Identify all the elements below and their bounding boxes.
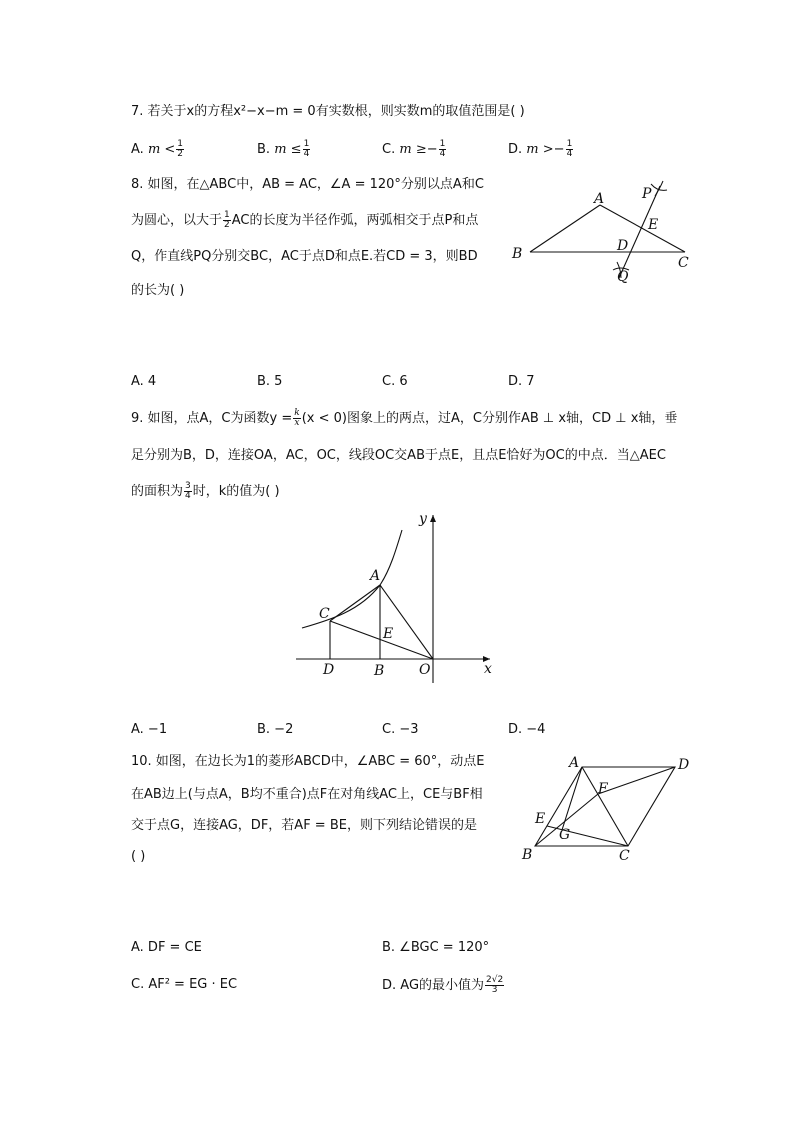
q10-stem-line1: 10. 如图，在边长为1的菱形ABCD中，∠ABC = 60°，动点E xyxy=(131,754,485,769)
q9-label-o: O xyxy=(419,662,431,678)
q7-option-b[interactable]: B. m ≤ $\frac{1}{4}$ xyxy=(257,139,310,159)
q8-option-a[interactable]: A. 4 xyxy=(131,374,157,389)
q9-label-y: y xyxy=(419,511,427,527)
q9-option-b[interactable]: B. −2 xyxy=(257,722,294,737)
q10-segment-ag xyxy=(562,767,582,830)
q9-option-d[interactable]: D. −4 xyxy=(508,722,546,737)
q10-label-b: B xyxy=(522,847,533,863)
q9-stem-line2: 足分别为B，D，连接OA，AC，OC，线段OC交AB于点E，且点E恰好为OC的中点．当△AEC xyxy=(131,448,666,463)
q8-stem-line1: 8. 如图，在△ABC中，AB = AC，∠A = 120°分别以点A和C xyxy=(131,177,484,192)
q10-option-b[interactable]: B. ∠BGC = 120° xyxy=(382,940,490,955)
q8-stem-line4: 的长为( ) xyxy=(131,283,185,298)
q9-label-c: C xyxy=(319,606,330,622)
q8-label-d: D xyxy=(617,238,629,254)
q9-stem-line3: 的面积为 $\frac{3}{4}$ 时，k的值为( ) xyxy=(131,481,280,501)
q9-segment-ac xyxy=(330,585,380,621)
q8-label-c: C xyxy=(678,255,689,271)
q7-option-a[interactable]: A. m < $\frac{1}{2}$ xyxy=(131,139,184,159)
q8-stem-line2: 为圆心，以大于 $\frac{1}{2}$ AC的长度为半径作弧，两弧相交于点P和点 xyxy=(131,210,479,230)
q9-stem-line1: 9. 如图，点A，C为函数y = $\frac{k}{x}$ (x < 0)图象上的两点，过A，C分别作AB ⊥ x轴，CD ⊥ x轴，垂 xyxy=(131,408,678,428)
q9-function-figure xyxy=(290,505,500,685)
q9-label-e: E xyxy=(383,626,394,642)
q10-option-c[interactable]: C. AF² = EG · EC xyxy=(131,977,238,992)
q8-label-e: E xyxy=(648,217,659,233)
q10-stem-line3: 交于点G，连接AG，DF，若AF = BE，则下列结论错误的是 xyxy=(131,818,477,833)
q9-label-x: x xyxy=(484,661,492,677)
q9-label-b: B xyxy=(374,663,385,679)
q10-label-f: F xyxy=(598,781,608,797)
q9-option-c[interactable]: C. −3 xyxy=(382,722,419,737)
q10-stem-line2: 在AB边上(与点A，B均不重合)点F在对角线AC上，CE与BF相 xyxy=(131,787,483,802)
q10-rhombus-figure xyxy=(518,752,698,867)
q9-segment-oc xyxy=(330,621,433,659)
q9-label-a: A xyxy=(370,568,381,584)
q8-segment-ab xyxy=(530,205,600,252)
q10-option-a[interactable]: A. DF = CE xyxy=(131,940,202,955)
q9-segment-oa xyxy=(380,585,433,659)
q9-curve xyxy=(302,530,402,628)
q10-label-g: G xyxy=(559,827,571,843)
q10-diagonal-ac xyxy=(582,767,628,846)
q8-label-p: P xyxy=(642,186,652,202)
q7-stem: 7. 若关于x的方程x²−x−m = 0有实数根，则实数m的取值范围是( ) xyxy=(131,104,525,119)
q8-option-d[interactable]: D. 7 xyxy=(508,374,535,389)
q8-option-b[interactable]: B. 5 xyxy=(257,374,283,389)
q8-segment-ac xyxy=(600,205,685,252)
q8-label-b: B xyxy=(512,246,523,262)
q7-option-d[interactable]: D. m >− $\frac{1}{4}$ xyxy=(508,139,573,159)
q8-label-a: A xyxy=(594,191,605,207)
q10-label-c: C xyxy=(619,848,630,864)
q8-triangle-figure xyxy=(505,178,705,288)
q9-label-d: D xyxy=(323,662,335,678)
q10-segment-df xyxy=(598,767,675,794)
q10-option-d[interactable]: D. AG的最小值为 $\frac{2√2}{3}$ xyxy=(382,975,504,995)
q10-label-e: E xyxy=(535,811,546,827)
q10-label-d: D xyxy=(678,757,690,773)
q9-y-axis-arrow xyxy=(430,515,436,522)
q10-label-a: A xyxy=(569,755,580,771)
q8-option-c[interactable]: C. 6 xyxy=(382,374,408,389)
q7-option-c[interactable]: C. m ≥− $\frac{1}{4}$ xyxy=(382,139,446,159)
q8-stem-line3: Q，作直线PQ分别交BC，AC于点D和点E.若CD = 3，则BD xyxy=(131,249,478,264)
q10-stem-line4: ( ) xyxy=(131,849,146,864)
q9-option-a[interactable]: A. −1 xyxy=(131,722,168,737)
q8-label-q: Q xyxy=(617,269,629,285)
